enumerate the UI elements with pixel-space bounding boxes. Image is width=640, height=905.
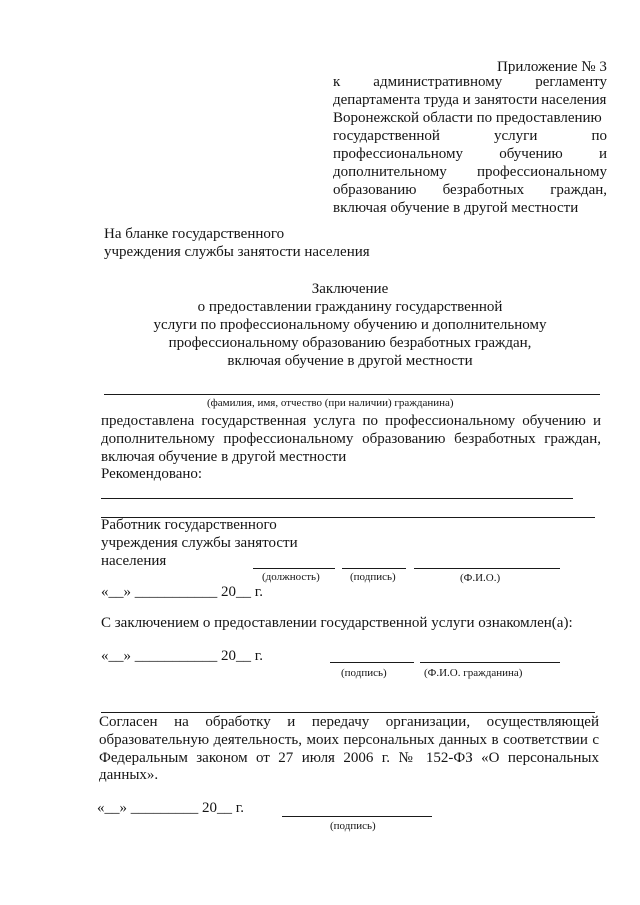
- title-line: о предоставлении гражданину государственной: [197, 299, 503, 315]
- consent-line: Согласен на обработку и передачу организации, осуществляющей: [99, 714, 599, 730]
- employee-line: Работник государственного: [101, 517, 277, 533]
- citizen-signature-caption: (подпись): [341, 667, 387, 679]
- appendix-line: образованию безработных граждан,: [333, 182, 607, 198]
- body-text-line: дополнительному профессиональному образованию безработных граждан,: [101, 431, 601, 447]
- appendix-line: Воронежской области по предоставлению: [333, 110, 602, 126]
- employee-name-underline: [414, 568, 560, 569]
- employee-signature-underline: [342, 568, 406, 569]
- consent-line: Федеральным законом от 27 июля 2006 г. № 152-ФЗ «О персональных: [99, 750, 599, 766]
- consent-line: данных».: [99, 767, 159, 783]
- title-line: услуги по профессиональному обучению и дополнительному: [153, 317, 547, 333]
- body-text-line: включая обучение в другой местности: [101, 449, 347, 465]
- citizen-name-sign-caption: (Ф.И.О. гражданина): [424, 667, 523, 679]
- appendix-line: включая обучение в другой местности: [333, 200, 579, 216]
- title-line: Заключение: [311, 281, 389, 297]
- letterhead-line: На бланке государственного: [104, 226, 285, 242]
- recommended-underline: [101, 498, 573, 499]
- appendix-line: профессиональному обучению и: [333, 146, 607, 162]
- citizen-name-underline: [104, 394, 600, 395]
- acknowledgement-date: «__» ___________ 20__ г.: [101, 648, 263, 664]
- consent-line: образовательную деятельность, моих персональных данных в соответствии с: [99, 732, 599, 748]
- appendix-line: дополнительному профессиональному: [333, 164, 607, 180]
- position-caption: (должность): [262, 571, 320, 583]
- employee-date: «__» ___________ 20__ г.: [101, 584, 263, 600]
- position-underline: [253, 568, 335, 569]
- appendix-line: департамента труда и занятости населения: [333, 92, 607, 108]
- employee-name-caption: (Ф.И.О.): [460, 572, 501, 584]
- employee-line: учреждения службы занятости: [101, 535, 298, 551]
- letterhead-line: учреждения службы занятости населения: [104, 244, 370, 260]
- employee-line: населения: [101, 553, 167, 569]
- consent-signature-underline: [282, 816, 432, 817]
- recommended-label: Рекомендовано:: [101, 466, 203, 482]
- title-line: включая обучение в другой местности: [227, 353, 473, 369]
- consent-signature-caption: (подпись): [330, 820, 376, 832]
- acknowledgement-text: С заключением о предоставлении государственной услуги ознакомлен(а):: [101, 615, 573, 631]
- citizen-name-sign-underline: [420, 662, 560, 663]
- citizen-name-caption: (фамилия, имя, отчество (при наличии) гражданина): [207, 397, 454, 409]
- appendix-line: к административному регламенту: [333, 74, 607, 90]
- body-text-line: предоставлена государственная услуга по профессиональному обучению и: [101, 413, 601, 429]
- appendix-line: государственной услуги по: [333, 128, 607, 144]
- citizen-signature-underline: [330, 662, 414, 663]
- employee-signature-caption: (подпись): [350, 571, 396, 583]
- title-line: профессиональному образованию безработных граждан,: [168, 335, 532, 351]
- consent-date: «__» _________ 20__ г.: [97, 800, 244, 816]
- appendix-header: Приложение № 3: [497, 59, 607, 75]
